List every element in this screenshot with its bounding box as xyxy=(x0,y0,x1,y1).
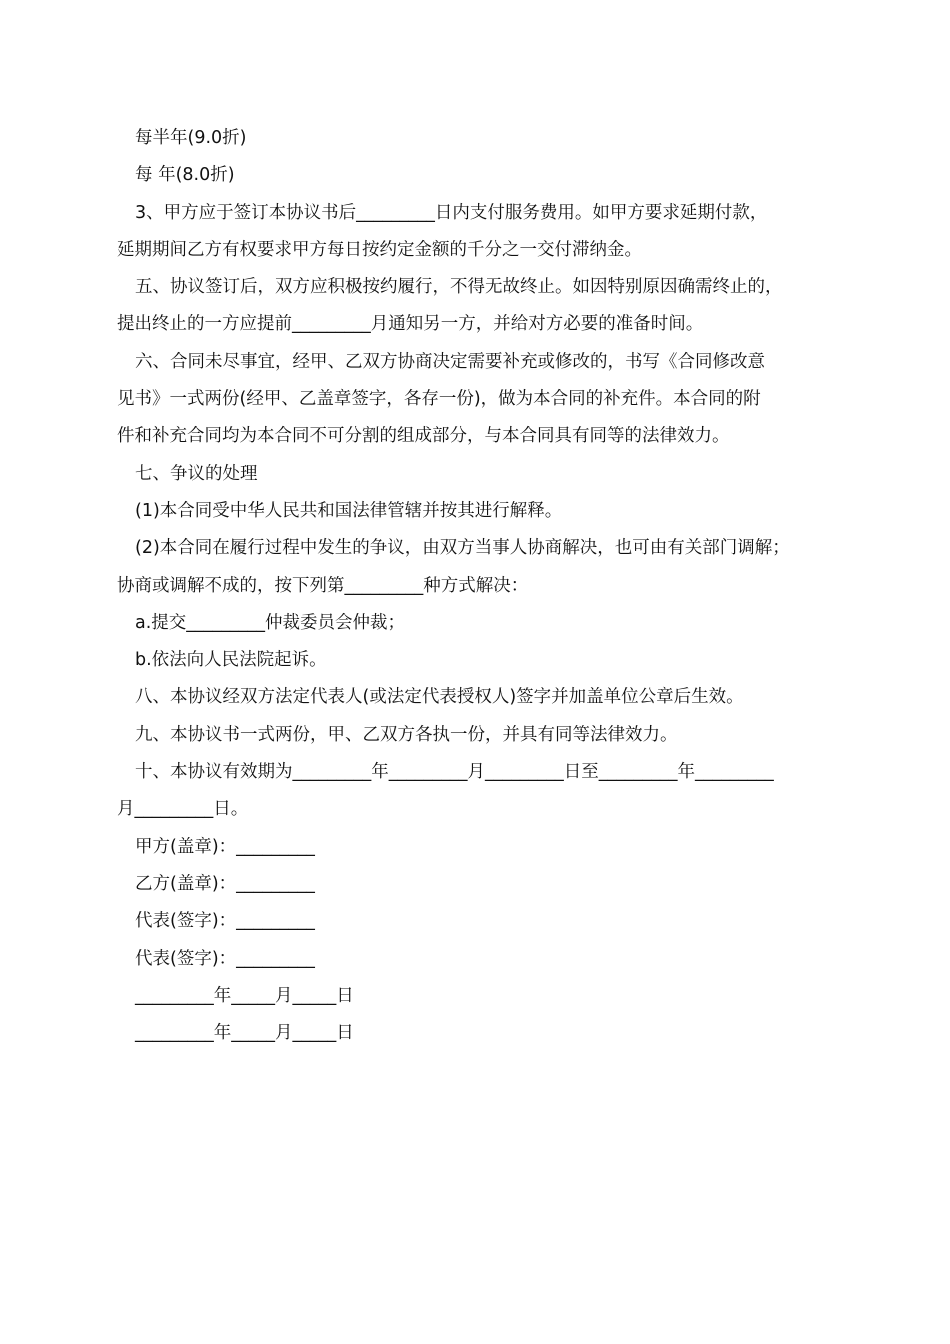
text-line: 六、合同未尽事宜，经甲、乙双方协商决定需要补充或修改的，书写《合同修改意 xyxy=(135,351,765,372)
date-line: _________年_____月_____日 xyxy=(135,1023,354,1044)
text-line: b.依法向人民法院起诉。 xyxy=(135,650,327,671)
text-line: 十、本协议有效期为_________年_________月_________日至_________年_________ xyxy=(135,762,774,783)
text-line: (1)本合同受中华人民共和国法律管辖并按其进行解释。 xyxy=(135,500,563,521)
signature-line-representative: 代表(签字)：_________ xyxy=(135,911,315,932)
text-line: (2)本合同在履行过程中发生的争议，由双方当事人协商解决，也可由有关部门调解； xyxy=(135,538,790,559)
text-line: 延期期间乙方有权要求甲方每日按约定金额的千分之一交付滞纳金。 xyxy=(117,239,642,260)
section-heading: 七、争议的处理 xyxy=(135,463,258,484)
text-line: a.提交_________仲裁委员会仲裁； xyxy=(135,612,406,633)
signature-line-representative: 代表(签字)：_________ xyxy=(135,948,315,969)
text-line: 月_________日。 xyxy=(117,799,249,820)
signature-line-party-b: 乙方(盖章)：_________ xyxy=(135,873,315,894)
text-line: 八、本协议经双方法定代表人(或法定代表授权人)签字并加盖单位公章后生效。 xyxy=(135,687,744,708)
text-line: 提出终止的一方应提前_________月通知另一方，并给对方必要的准备时间。 xyxy=(117,314,704,335)
signature-line-party-a: 甲方(盖章)：_________ xyxy=(135,836,315,857)
text-line: 协商或调解不成的，按下列第_________种方式解决： xyxy=(117,575,529,596)
text-line: 件和补充合同均为本合同不可分割的组成部分，与本合同具有同等的法律效力。 xyxy=(117,426,730,447)
text-line: 见书》一式两份(经甲、乙盖章签字，各存一份)，做为本合同的补充件。本合同的附 xyxy=(117,389,761,410)
date-line: _________年_____月_____日 xyxy=(135,985,354,1006)
text-line: 五、协议签订后，双方应积极按约履行，不得无故终止。如因特别原因确需终止的， xyxy=(135,277,783,298)
text-line: 每半年(9.0折) xyxy=(135,128,247,148)
text-line: 每 年(8.0折) xyxy=(135,165,235,186)
contract-body xyxy=(117,120,847,1052)
text-line: 九、本协议书一式两份，甲、乙双方各执一份，并具有同等法律效力。 xyxy=(135,724,678,745)
text-line: 3、甲方应于签订本协议书后_________日内支付服务费用。如甲方要求延期付款， xyxy=(135,202,768,223)
